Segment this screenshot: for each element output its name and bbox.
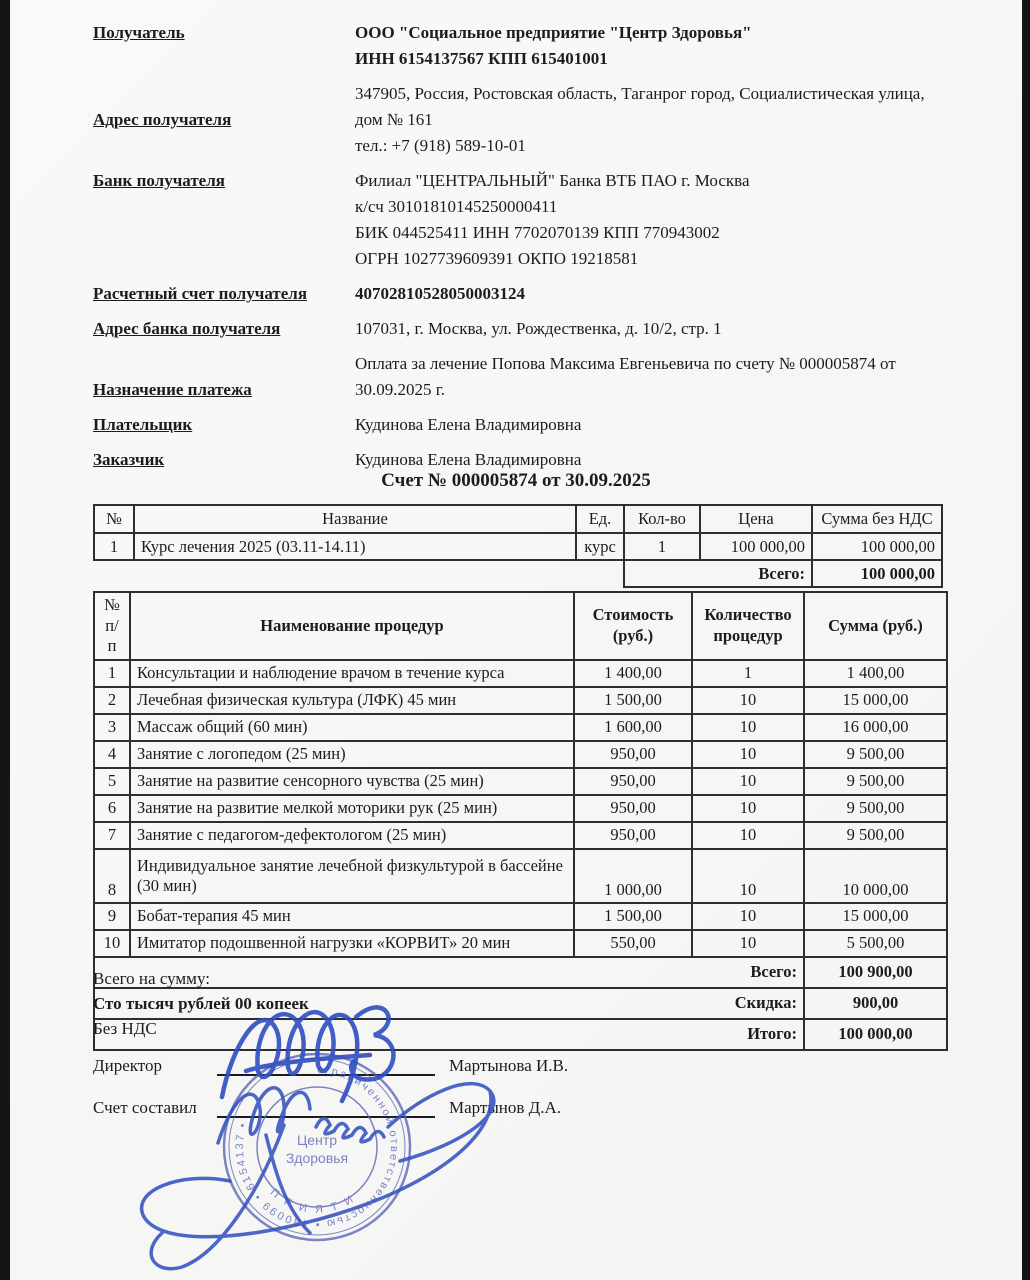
field-payer bbox=[93, 412, 949, 438]
signature-row-director bbox=[93, 1056, 693, 1076]
cell-num: 1 bbox=[94, 533, 134, 560]
invoice-page bbox=[10, 0, 1022, 1280]
col-header-sum: Сумма (руб.) bbox=[804, 592, 947, 660]
field-value-line: к/сч 30101810145250000411 bbox=[355, 197, 558, 216]
field-bank bbox=[93, 168, 949, 272]
svg-text:П Р И Я Т И bbox=[268, 1186, 358, 1216]
items-table-total-row bbox=[94, 560, 942, 587]
field-value-line: БИК 044525411 ИНН 7702070139 КПП 770943002 bbox=[355, 223, 720, 242]
grandtotal-label: Итого: bbox=[94, 1019, 804, 1050]
procedure-row: 8 Индивидуальное занятие лечебной физкультурой в бассейне (30 мин) 1 000,00 10 10 000,00 bbox=[94, 849, 947, 903]
field-value-line: ИНН 6154137567 КПП 615401001 bbox=[355, 49, 608, 68]
col-header-num: № п/п bbox=[94, 592, 130, 660]
procedure-row: 2 Лечебная физическая культура (ЛФК) 45 мин 1 500,00 10 15 000,00 bbox=[94, 687, 947, 714]
col-header-sum: Сумма без НДС bbox=[812, 505, 942, 533]
stamp-ring-text: ограниченной ответственностью • 430099 • 6154137 • bbox=[233, 1063, 401, 1231]
field-value-line: ООО "Социальное предприятие "Центр Здоровья" bbox=[355, 23, 752, 42]
procedure-row: 6 Занятие на развитие мелкой моторики рук (25 мин) 950,00 10 9 500,00 bbox=[94, 795, 947, 822]
signature-line bbox=[217, 1056, 435, 1076]
field-value-line: тел.: +7 (918) 589-10-01 bbox=[355, 136, 526, 155]
signature-name: Мартынова И.В. bbox=[449, 1056, 569, 1075]
field-label: Адрес получателя bbox=[93, 110, 232, 129]
field-label: Расчетный счет получателя bbox=[93, 284, 308, 303]
col-header-qty: Количество процедур bbox=[692, 592, 804, 660]
signature-role: Директор bbox=[93, 1056, 162, 1075]
col-header-price: Цена bbox=[700, 505, 812, 533]
vat-note: Без НДС bbox=[93, 1019, 157, 1038]
cell-sum: 100 000,00 bbox=[812, 533, 942, 560]
procedures-header-row bbox=[94, 592, 947, 660]
col-header-num: № bbox=[94, 505, 134, 533]
items-total-label: Всего: bbox=[624, 560, 812, 587]
field-value-line: 107031, г. Москва, ул. Рождественка, д. 10/2, стр. 1 bbox=[355, 319, 722, 338]
procedure-row: 3 Массаж общий (60 мин) 1 600,00 10 16 000,00 bbox=[94, 714, 947, 741]
procedure-row: 1 Консультации и наблюдение врачом в течение курса 1 400,00 1 1 400,00 bbox=[94, 660, 947, 687]
items-table-row bbox=[94, 533, 942, 560]
stamp-center-text-2: Здоровья bbox=[285, 1150, 349, 1166]
items-table bbox=[93, 504, 943, 588]
field-label: Назначение платежа bbox=[93, 380, 252, 399]
amount-summary bbox=[93, 966, 309, 1041]
procedure-row: 4 Занятие с логопедом (25 мин) 950,00 10 9 500,00 bbox=[94, 741, 947, 768]
grandtotal-value: 100 000,00 bbox=[804, 1019, 947, 1050]
procedure-row: 9 Бобат-терапия 45 мин 1 500,00 10 15 000,00 bbox=[94, 903, 947, 930]
col-header-price: Стоимость (руб.) bbox=[574, 592, 692, 660]
field-value-line: Кудинова Елена Владимировна bbox=[355, 415, 582, 434]
col-header-qty: Кол-во bbox=[624, 505, 700, 533]
items-total-value: 100 000,00 bbox=[812, 560, 942, 587]
field-account bbox=[93, 281, 949, 307]
discount-label: Скидка: bbox=[94, 988, 804, 1019]
col-header-name: Название bbox=[134, 505, 576, 533]
total-label: Всего: bbox=[94, 957, 804, 988]
amount-in-words: Сто тысяч рублей 00 копеек bbox=[93, 994, 309, 1013]
field-label: Банк получателя bbox=[93, 171, 225, 190]
items-table-header-row bbox=[94, 505, 942, 533]
field-value-line: Оплата за лечение Попова Максима Евгеньевича по счету № 000005874 от 30.09.2025 г. bbox=[355, 354, 896, 399]
field-bank-address bbox=[93, 316, 949, 342]
signature-row-composer bbox=[93, 1098, 693, 1118]
field-payment-purpose bbox=[93, 351, 949, 403]
procedure-row: 5 Занятие на развитие сенсорного чувства (25 мин) 950,00 10 9 500,00 bbox=[94, 768, 947, 795]
amount-summary-label: Всего на сумму: bbox=[93, 969, 210, 988]
field-label: Заказчик bbox=[93, 450, 165, 469]
stamp-center-text-1: Центр bbox=[296, 1132, 338, 1148]
signature-role: Счет составил bbox=[93, 1098, 197, 1117]
header-fields bbox=[93, 20, 949, 482]
procedure-row: 10 Имитатор подошвенной нагрузки «КОРВИТ» 20 мин 550,00 10 5 500,00 bbox=[94, 930, 947, 957]
signature-line bbox=[217, 1098, 435, 1118]
field-recipient bbox=[93, 20, 949, 72]
round-stamp-icon bbox=[224, 1054, 410, 1240]
cell-qty: 1 bbox=[624, 533, 700, 560]
stamp-ring-inner-text: П Р И Я Т И bbox=[267, 1186, 358, 1216]
field-label: Плательщик bbox=[93, 415, 193, 434]
procedure-row: 7 Занятие с педагогом-дефектологом (25 мин) 950,00 10 9 500,00 bbox=[94, 822, 947, 849]
svg-text:ограниченной ответственностью bbox=[234, 1064, 400, 1230]
cell-unit: курс bbox=[576, 533, 624, 560]
field-recipient-address bbox=[93, 81, 949, 159]
field-label: Адрес банка получателя bbox=[93, 319, 281, 338]
signature-name: Мартынов Д.А. bbox=[449, 1098, 562, 1117]
field-label: Получатель bbox=[93, 23, 185, 42]
scan-edge-right bbox=[1022, 0, 1030, 1280]
field-value-line: 40702810528050003124 bbox=[355, 284, 525, 303]
scan-edge-left bbox=[0, 0, 10, 1280]
field-value-line: Кудинова Елена Владимировна bbox=[355, 450, 582, 469]
invoice-title: Счет № 000005874 от 30.09.2025 bbox=[381, 470, 651, 491]
discount-value: 900,00 bbox=[804, 988, 947, 1019]
total-value: 100 900,00 bbox=[804, 957, 947, 988]
field-value-line: Филиал "ЦЕНТРАЛЬНЫЙ" Банка ВТБ ПАО г. Москва bbox=[355, 171, 750, 190]
field-value-line: ОГРН 1027739609391 ОКПО 19218581 bbox=[355, 249, 639, 268]
col-header-name: Наименование процедур bbox=[130, 592, 574, 660]
field-value-line: 347905, Россия, Ростовская область, Таганрог город, Социалистическая улица, дом № 161 bbox=[355, 84, 925, 129]
col-header-unit: Ед. bbox=[576, 505, 624, 533]
cell-name: Курс лечения 2025 (03.11-14.11) bbox=[134, 533, 576, 560]
cell-price: 100 000,00 bbox=[700, 533, 812, 560]
